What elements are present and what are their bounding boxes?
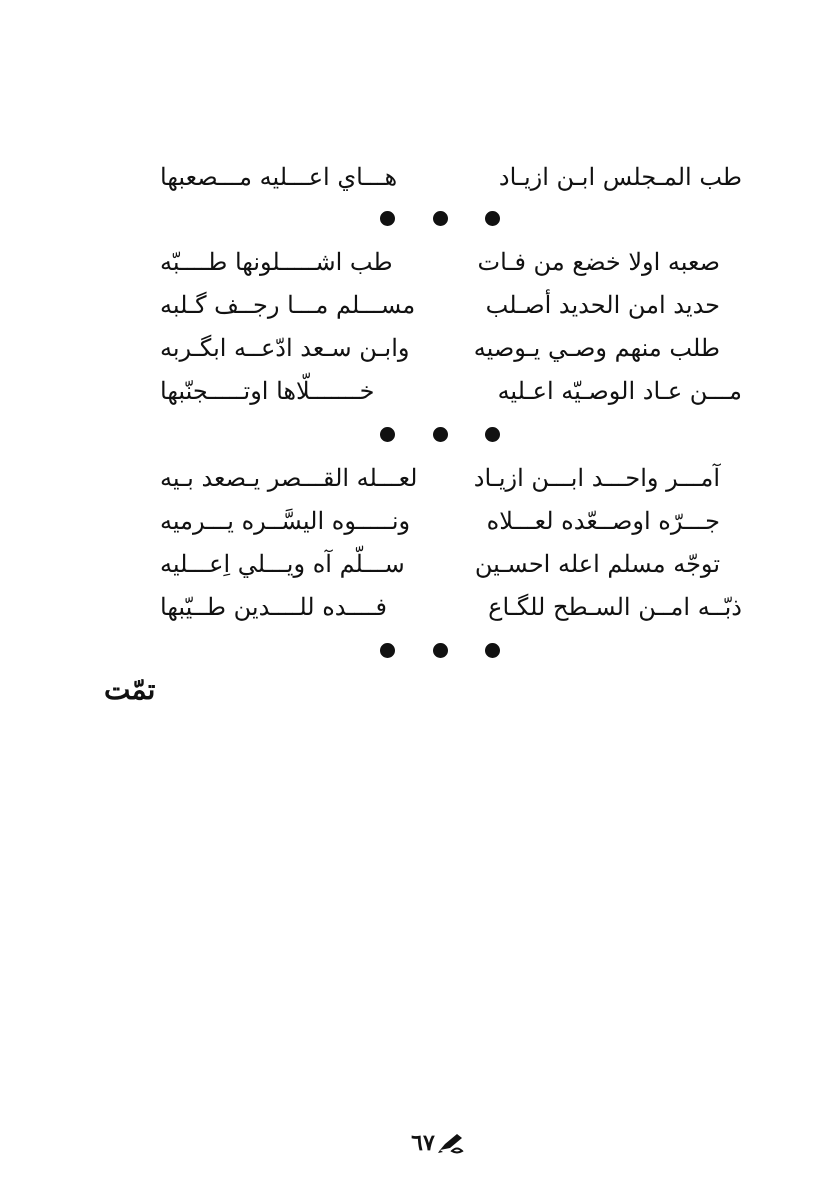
verse-line [150,585,742,629]
verse-second-hemistich: مســـلم مـــا رجــف گـلبه [160,291,416,319]
verse-line [150,283,730,327]
dot-icon [485,643,500,658]
verse-first-hemistich: آمـــر واحـــد ابـــن ازيـاد [473,464,720,492]
verse-line [150,499,730,543]
page-number-text: ٦٧ [411,1130,435,1156]
verse-second-hemistich: خـــــــلّاها اوتـــــجنّبها [160,377,375,405]
dot-icon [433,211,448,226]
pen-icon [437,1132,465,1154]
verse-line [150,155,742,199]
verse-second-hemistich: ونـــــوه اليسَّــره يـــرميه [160,507,411,535]
verse-line [150,369,742,413]
verse-second-hemistich: فــــده للــــدين طــيّبها [160,593,387,621]
verse-first-hemistich: طلب منهم وصـي يـوصيه [473,334,720,362]
dot-icon [380,643,395,658]
verse-second-hemistich: وابـن سـعد ادّعــه ابگـربه [160,334,410,362]
stanza-divider [380,640,500,660]
verse-line [150,240,730,284]
verse-first-hemistich: مـــن عـاد الوصـيّه اعـليه [497,377,742,405]
verse-first-hemistich: حديد امن الحديد أصـلب [485,291,720,319]
dot-icon [485,427,500,442]
verse-first-hemistich: جـــرّه اوصــعّده لعـــلاه [486,507,720,535]
verse-first-hemistich: ذبّــه امــن السـطح للگـاع [488,593,742,621]
dot-icon [433,643,448,658]
dot-icon [380,427,395,442]
verse-line [150,456,730,500]
verse-line [150,326,730,370]
verse-second-hemistich: لعـــله القـــصر يـصعد بـيه [160,464,418,492]
verse-first-hemistich: طب المـجلس ابـن ازيـاد [498,163,742,191]
page-number [388,1128,488,1158]
verse-first-hemistich: توجّه مسلم اعله احسـين [474,550,720,578]
verse-second-hemistich: ســـلّم آه ويـــلي اِعـــليه [160,550,405,578]
end-mark: تمّت [104,673,156,706]
dot-icon [485,211,500,226]
dot-icon [433,427,448,442]
stanza-divider [380,424,500,444]
verse-first-hemistich: صعبه اولا خضع من فـات [477,248,720,276]
verse-second-hemistich: هـــاي اعـــليه مـــصعبها [160,163,398,191]
stanza-divider [380,208,500,228]
verse-second-hemistich: طب اشـــــلونها طــــبّه [160,248,393,276]
dot-icon [380,211,395,226]
verse-line [150,542,730,586]
